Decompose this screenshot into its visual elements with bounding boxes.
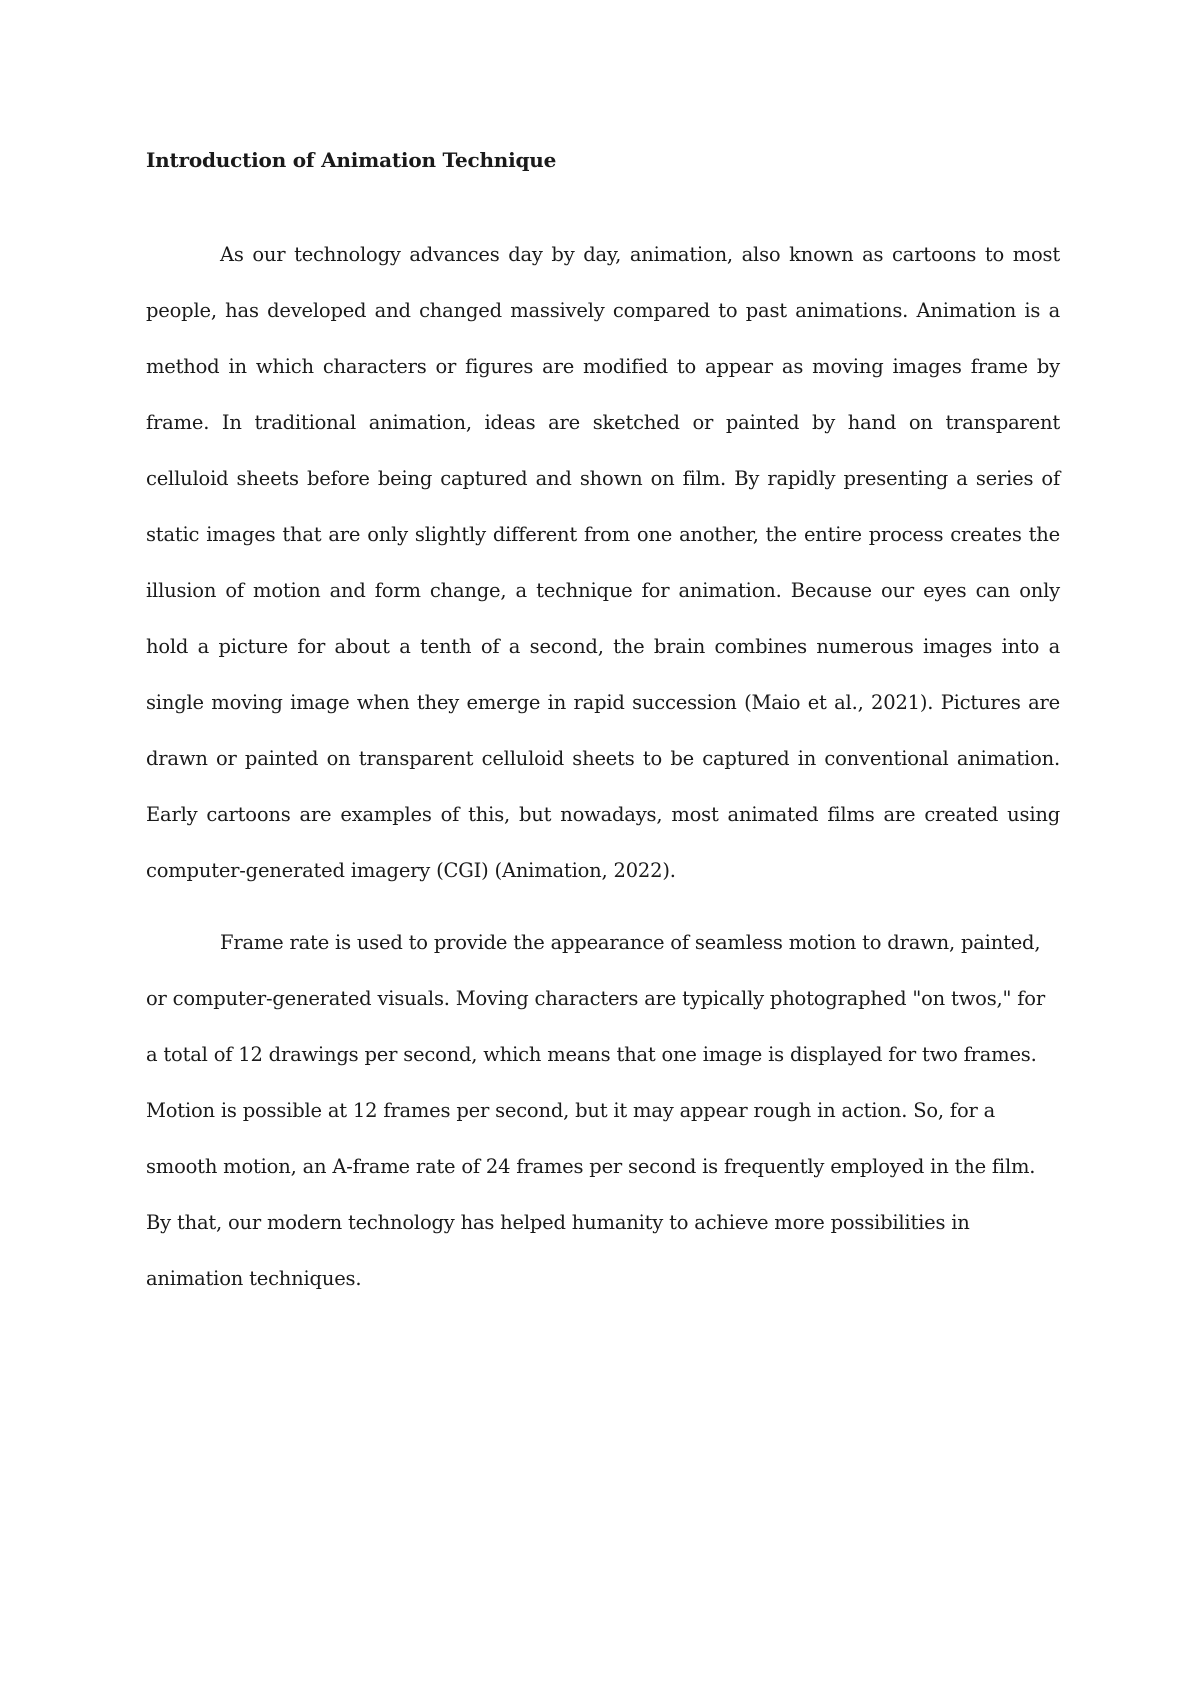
paragraph-frame-rate: Frame rate is used to provide the appearance of seamless motion to drawn, painted, or computer-generated visuals. Moving characters are typically photographed "on twos," for a total of 12 drawings per second, which means that one image is displayed for two frames. Motion is possible at 12 frames per second, but it may appear rough in action. So, for a smooth motion, an A-frame rate of 24 frames per second is frequently employed in the film. By that, our modern technology has helped humanity to achieve more possibilities in animation techniques. (146, 931, 1045, 1290)
paragraph-animation-definition: As our technology advances day by day, animation, also known as cartoons to most people, has developed and changed massively compared to past animations. Animation is a method in which characters or figures are modified to appear as moving images frame by frame. In traditional animation, ideas are sketched or painted by hand on transparent celluloid sheets before being captured and shown on film. By rapidly presenting a series of static images that are only slightly different from one another, the entire process creates the illusion of motion and form change, a technique for animation. Because our eyes can only hold a picture for about a tenth of a second, the brain combines numerous images into a single moving image when they emerge in rapid succession (Maio et al., 2021). Pictures are drawn or painted on transparent celluloid sheets to be captured in conventional animation. Early cartoons are examples of this, but nowadays, most animated films are created using computer-generated imagery (CGI) (Animation, 2022). (146, 243, 1060, 882)
document-title: Introduction of Animation Technique (146, 148, 557, 172)
